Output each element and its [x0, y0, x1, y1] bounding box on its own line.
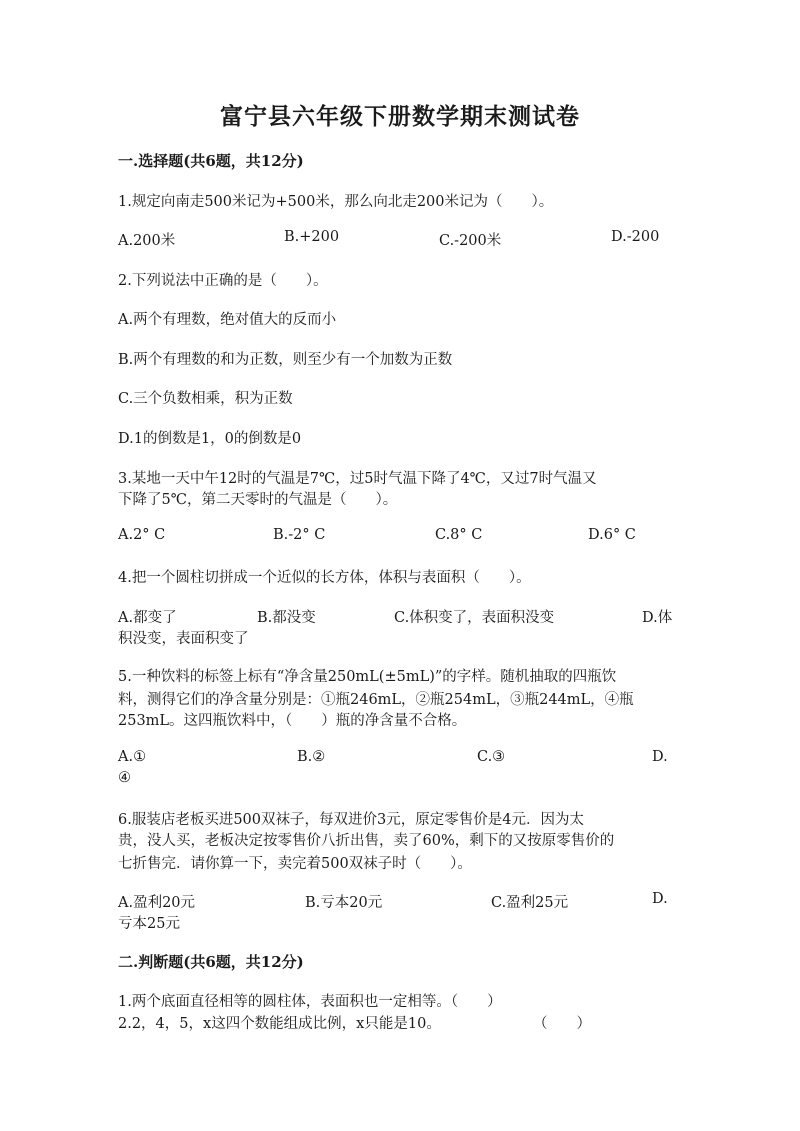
question-1-option-d: D.-200 [611, 229, 660, 245]
question-3-option-a: A.2° C [118, 527, 166, 543]
question-6-stem-line-3: 七折售完．请你算一下，卖完着500双袜子时（ ）。 [118, 856, 472, 872]
question-2-option-c: C.三个负数相乘，积为正数 [118, 391, 293, 407]
question-1-stem: 1.规定向南走500米记为+500米，那么向北走200米记为（ ）。 [118, 194, 554, 210]
question-4-option-d: D.体 [642, 610, 673, 626]
judgement-question-2-answer-blank: （ ） [533, 1016, 591, 1032]
page-title: 富宁县六年级下册数学期末测试卷 [220, 103, 580, 130]
section-header-judgement: 二.判断题(共6题，共12分) [118, 953, 304, 971]
question-6-stem-line-2: 贵，没人买，老板决定按零售价八折出售，卖了60%，剩下的又按原零售价的 [118, 833, 615, 849]
question-2-option-d: D.1的倒数是1，0的倒数是0 [118, 431, 302, 447]
question-6-option-d: D. [652, 891, 668, 907]
question-4-option-a: A.都变了 [118, 610, 177, 626]
question-4-option-d-wrap: 积没变，表面积变了 [118, 631, 249, 647]
question-4-option-b: B.都没变 [257, 610, 316, 626]
question-3-option-d: D.6° C [588, 527, 636, 543]
question-1-option-b: B.+200 [284, 229, 340, 245]
question-3-option-b: B.-2° C [273, 527, 326, 543]
question-3-stem-line-1: 3.某地一天中午12时的气温是7℃，过5时气温下降了4℃，又过7时气温又 [118, 471, 597, 487]
question-6-stem-line-1: 6.服装店老板买进500双袜子，每双进价3元，原定零售价是4元．因为太 [118, 812, 584, 828]
question-5-stem-line-1: 5.一种饮料的标签上标有“净含量250mL(±5mL)”的字样。随机抽取的四瓶饮 [118, 669, 617, 685]
question-2-stem: 2.下列说法中正确的是（ ）。 [118, 273, 328, 289]
question-5-option-d-wrap: ④ [118, 770, 131, 786]
question-6-option-d-wrap: 亏本25元 [118, 916, 180, 932]
judgement-question-2: 2.2，4，5，x这四个数能组成比例，x只能是10。 [118, 1016, 441, 1032]
question-5-option-d: D. [652, 749, 668, 765]
question-3-stem-line-2: 下降了5℃，第二天零时的气温是（ ）。 [118, 492, 398, 508]
question-4-stem: 4.把一个圆柱切拼成一个近似的长方体，体积与表面积（ ）。 [118, 570, 531, 586]
question-3-option-c: C.8° C [435, 527, 483, 543]
question-6-option-b: B.亏本20元 [305, 895, 383, 911]
question-5-option-c: C.③ [477, 749, 506, 765]
judgement-question-1: 1.两个底面直径相等的圆柱体，表面积也一定相等。（ ） [118, 994, 502, 1010]
question-5-option-a: A.① [118, 749, 147, 765]
question-6-option-c: C.盈利25元 [491, 895, 569, 911]
question-6-option-a: A.盈利20元 [118, 895, 196, 911]
section-header-choice: 一.选择题(共6题，共12分) [118, 152, 304, 170]
question-4-option-c: C.体积变了，表面积没变 [394, 610, 555, 626]
question-5-stem-line-2: 料，测得它们的净含量分别是：①瓶246mL，②瓶254mL，③瓶244mL，④瓶 [118, 692, 634, 708]
question-1-option-c: C.-200米 [439, 233, 502, 249]
question-2-option-a: A.两个有理数，绝对值大的反而小 [118, 312, 337, 328]
question-5-stem-line-3: 253mL。这四瓶饮料中，（ ）瓶的净含量不合格。 [118, 713, 467, 729]
question-5-option-b: B.② [297, 749, 326, 765]
question-2-option-b: B.两个有理数的和为正数，则至少有一个加数为正数 [118, 352, 453, 368]
question-1-option-a: A.200米 [118, 233, 176, 249]
